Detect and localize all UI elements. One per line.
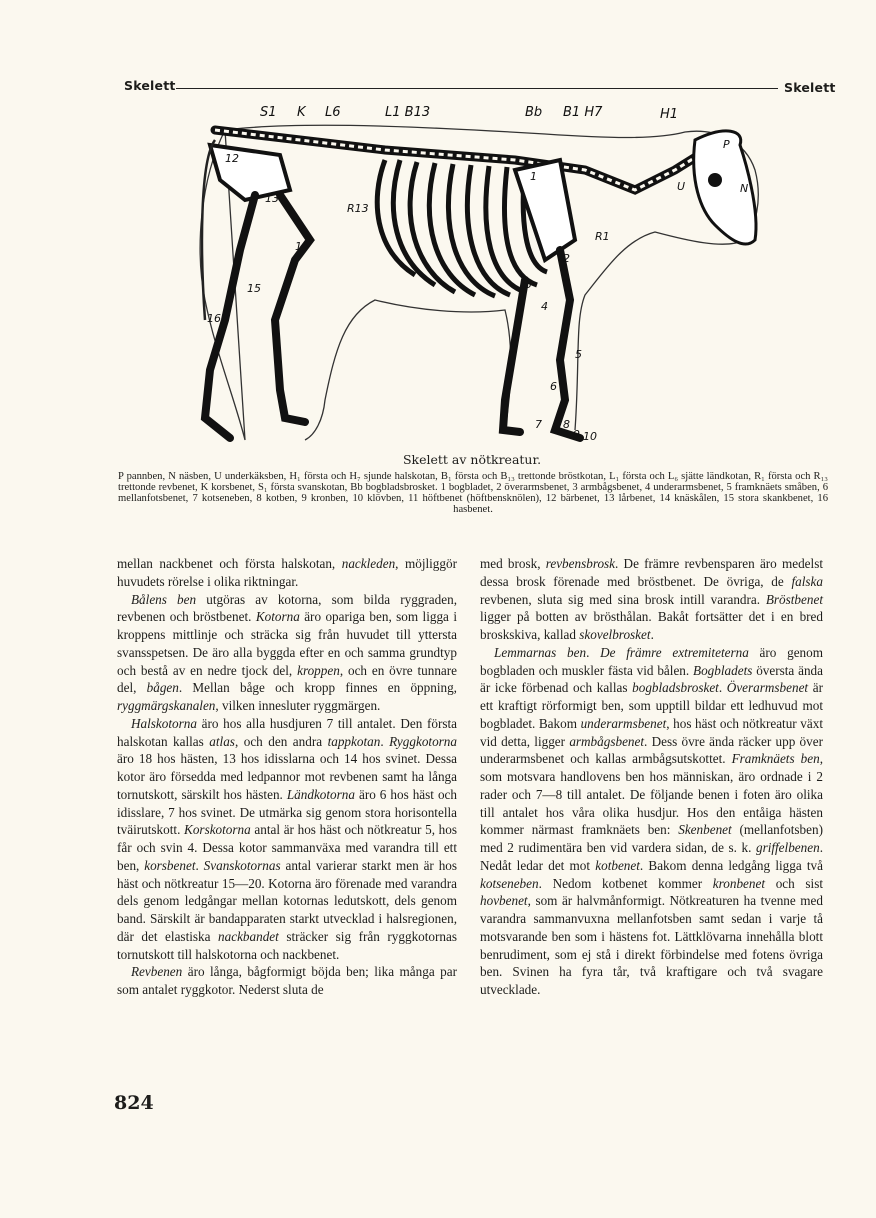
label-S1: S1 bbox=[260, 105, 277, 120]
foreleg-back bbox=[503, 280, 525, 432]
italic-term: nackleden bbox=[341, 556, 396, 571]
label-L1-B13: L1 B13 bbox=[385, 105, 431, 120]
paragraph bbox=[117, 715, 457, 964]
text-run: . Mellan båge och kropp finnes en öppning, bbox=[178, 680, 457, 696]
text-run: . bbox=[380, 733, 390, 749]
tail bbox=[202, 140, 215, 320]
label-8: 8 bbox=[563, 418, 570, 431]
paragraph bbox=[117, 591, 457, 715]
text-run: , och den andra bbox=[234, 733, 328, 749]
paragraph bbox=[480, 555, 823, 644]
label-2: 2 bbox=[563, 252, 570, 265]
italic-term: Framknäets ben bbox=[731, 751, 820, 767]
label-H1: H1 bbox=[660, 107, 679, 122]
italic-term: Lemmarnas ben bbox=[494, 644, 587, 660]
label-13: 13 bbox=[265, 192, 279, 205]
text-run: . Dess övre ända räcker upp över underarmsbenet och kallas armbågsutskottet. bbox=[480, 733, 823, 767]
italic-term: kroppen bbox=[297, 662, 340, 678]
text-run: . bbox=[195, 857, 204, 873]
italic-term: Bröstbenet bbox=[765, 591, 823, 607]
text-run: är ett kraftigt rörformigt ben, som upptill bildar ett ledhuvud mot bogbladet. Bakom bbox=[480, 680, 824, 731]
text-run: , och en övre tunnare del, bbox=[117, 662, 458, 696]
italic-term: ryggmärgskanalen bbox=[117, 698, 216, 713]
text-run: och sist bbox=[765, 875, 823, 891]
text-run: . bbox=[650, 627, 654, 642]
label-9: 9 bbox=[573, 428, 580, 441]
italic-term: Kotorna bbox=[255, 609, 300, 625]
italic-term: Korskotorna bbox=[184, 822, 251, 838]
text-run: , som är halvmånformigt. Nötkreaturen ha tvenne med varandra sammanvuxna mellanfotsben samt sedan i varje tå motsvarande ben som i hästens fot. Lättklövarna innehålla blott benrudiment, som ej stå i direkt förbindelse med fotens övriga ben. Svinen ha fyra tår, två kraftigare och två svagare utvecklade. bbox=[480, 893, 823, 997]
label-L6: L6 bbox=[325, 105, 341, 120]
paragraph bbox=[480, 644, 823, 999]
italic-term: kronbenet bbox=[712, 875, 766, 891]
italic-term: skovelbrosket bbox=[579, 627, 651, 642]
text-run: , möjliggör huvudets rörelse i olika riktningar. bbox=[117, 556, 457, 589]
label-N: N bbox=[740, 182, 749, 195]
running-header-left: Skelett bbox=[124, 78, 176, 93]
hindleg-front bbox=[275, 195, 310, 422]
text-run: sträcker sig från ryggkotornas tornutskott till halskotorna och nackbenet. bbox=[117, 928, 457, 962]
italic-term: Svanskotornas bbox=[203, 857, 281, 873]
italic-term: bogbladsbrosket bbox=[632, 680, 719, 696]
text-run: . Nedåt ledar det mot bbox=[480, 840, 823, 873]
text-run: äro långa, bågformigt böjda ben; lika många par som antalet ryggkotor. Nederst sluta de bbox=[117, 964, 457, 997]
text-run: utgöras av kotorna, som bilda ryggraden, revbenen och bröstbenet. bbox=[117, 591, 457, 625]
italic-term: kotbenet bbox=[595, 857, 640, 873]
text-run: äro oparigа ben, som ligga i kroppens mittlinje och sträcka sig från huvudet till yttersta svansspetsen. De äro alla byggda efter en och samma grundtyp och bestå av en nedre tjock del, bbox=[117, 609, 457, 678]
text-run: . bbox=[586, 644, 601, 660]
text-run: antal varierar starkt men är hos häst och nötkreatur 15—20. Kotorna äro förenade med varandra dels genom ledgångar mellan kotornas ledutskott, dels genom band. Särskilt är bandapparaten starkt utvecklad i halsregionen, där det elastiska bbox=[117, 857, 458, 944]
text-column-left bbox=[117, 555, 457, 999]
label-16: 16 bbox=[207, 312, 221, 325]
italic-term: Ländkotorna bbox=[286, 786, 355, 802]
figure-caption: Skelett av nötkreatur. bbox=[402, 452, 542, 467]
label-P: P bbox=[723, 138, 730, 151]
italic-term: hovbenet bbox=[480, 893, 528, 909]
italic-term: De främre extremiteterna bbox=[600, 644, 749, 660]
text-run: revbenen, sluta sig med sina brosk intill varandra. bbox=[480, 591, 766, 607]
figure-legend: P pannben, N näsben, U underkäksben, H₁ första och H₇ sjunde halskotan, B₁ första och B₁₃ trettonde bröstkotan, L₁ första och L₆ sjätte ländkotan, R₁ första och R₁₃ trettonde revbenet, K korsbenet, S₁ första svanskotan, Bb bogbladsbrosket. 1 bogbladet, 2 överarmsbenet, 3 armbågsbenet, 4 underarmsbenet, 5 framknäets småben, 6 mellanfotsbenet, 7 kotseneben, 8 kotben, 9 kronben, 10 klövben, 11 höftbenet (höftbensknölen), 12 bärbenet, 13 lårbenet, 14 knäskålen, 15 stora skankbenet, 16 hasbenet. bbox=[118, 471, 828, 515]
label-K: K bbox=[297, 105, 306, 120]
label-7: 7 bbox=[535, 418, 542, 431]
italic-term: Bålens ben bbox=[131, 591, 197, 607]
text-run: . bbox=[718, 680, 727, 696]
text-run: , som motsvara handlovens ben hos människan, äro ordnade i 2 rader och 7—8 till antalet. De följande benen i foten äro olika till antalet hos våra olika husdjur. Hos den entåiga hästen kommer närmast framknäets ben: bbox=[480, 751, 823, 838]
italic-term: kotseneben bbox=[480, 875, 539, 891]
italic-term: Bogbladets bbox=[693, 662, 753, 678]
text-run: . Nedom kotbenet kommer bbox=[538, 875, 713, 891]
text-run: översta ända är icke förbenad och kallas bbox=[480, 662, 824, 696]
italic-term: griffelbenen bbox=[755, 840, 820, 855]
text-run: äro 6 hos häst och idisslare, 7 hos svinet. De utmärka sig genom stora horisontella tväirutskott. bbox=[117, 786, 457, 838]
italic-term: Skenbenet bbox=[678, 822, 732, 838]
italic-term: bågen bbox=[146, 680, 179, 696]
paragraph bbox=[117, 555, 457, 591]
text-run: mellan nackbenet och första halskotan, bbox=[117, 556, 342, 571]
text-run: , hos häst och nötkreatur växt vid detta, ligger bbox=[480, 715, 823, 749]
label-15: 15 bbox=[247, 282, 261, 295]
header-rule bbox=[176, 88, 778, 89]
label-12: 12 bbox=[225, 152, 239, 165]
eye-socket bbox=[708, 173, 722, 187]
label-3: 3 bbox=[525, 278, 532, 291]
italic-term: atlas bbox=[209, 733, 235, 749]
label-B1-H7: B1 H7 bbox=[563, 105, 603, 120]
text-column-right bbox=[480, 555, 823, 999]
text-run: . De främre revbensparen äro medelst dessa brosk förenade med bröstbenet. De övriga, de bbox=[480, 556, 823, 589]
italic-term: tappkotan bbox=[327, 733, 381, 749]
text-run: , vilken innesluter ryggmärgen. bbox=[215, 698, 381, 713]
label-6: 6 bbox=[550, 380, 557, 393]
label-14: 14 bbox=[295, 240, 309, 253]
paragraph bbox=[117, 963, 457, 999]
running-header-right: Skelett bbox=[784, 80, 836, 95]
label-U: U bbox=[677, 180, 686, 193]
text-run: (mellanfotsben) med 2 rudimentära ben vid vardera sidan, de s. k. bbox=[480, 822, 823, 855]
label-1: 1 bbox=[530, 170, 537, 183]
italic-term: nackbandet bbox=[218, 928, 279, 944]
text-run: äro 18 hos hästen, 13 hos idisslarna och 14 hos svinet. Dessa kotor äro försedda med ledpannor mot revbenen samt ha långa tornutskott, särskilt hos hästen. bbox=[117, 751, 457, 802]
cattle-skeleton-figure bbox=[185, 100, 765, 452]
text-run: med brosk, bbox=[480, 556, 546, 571]
label-10: 10 bbox=[583, 430, 597, 443]
text-run: . Bakom denna ledgång ligga två bbox=[639, 857, 823, 873]
page-number: 824 bbox=[114, 1092, 154, 1114]
italic-term: underarmsbenet bbox=[580, 715, 667, 731]
label-4: 4 bbox=[541, 300, 548, 313]
text-run: äro genom bogbladen och muskler fästa vid bålen. bbox=[480, 644, 824, 678]
italic-term: revbensbrosk bbox=[545, 556, 616, 571]
label-5: 5 bbox=[575, 348, 582, 361]
label-R13: R13 bbox=[347, 202, 369, 215]
italic-term: Revbenen bbox=[131, 964, 183, 980]
text-run: ligger på botten av brösthålan. Bakåt fortsätter det i en bred broskskiva, kallad bbox=[480, 609, 823, 642]
text-run: äro hos alla husdjuren 7 till antalet. Den första halskotan kallas bbox=[117, 715, 457, 749]
italic-term: Halskotorna bbox=[131, 715, 197, 731]
text-run: antal är hos häst och nötkreatur 5, hos får och svin 4. Dessa kotor sammanväxa med varandra till ett ben, bbox=[117, 822, 457, 873]
label-R1: R1 bbox=[595, 230, 610, 243]
italic-term: Överarmsbenet bbox=[726, 680, 809, 696]
italic-term: korsbenet bbox=[144, 857, 196, 873]
italic-term: armbågsbenet bbox=[569, 733, 645, 749]
label-Bb: Bb bbox=[525, 105, 543, 120]
italic-term: falska bbox=[791, 573, 823, 589]
top-labels bbox=[260, 105, 678, 122]
italic-term: Ryggkotorna bbox=[389, 733, 457, 749]
